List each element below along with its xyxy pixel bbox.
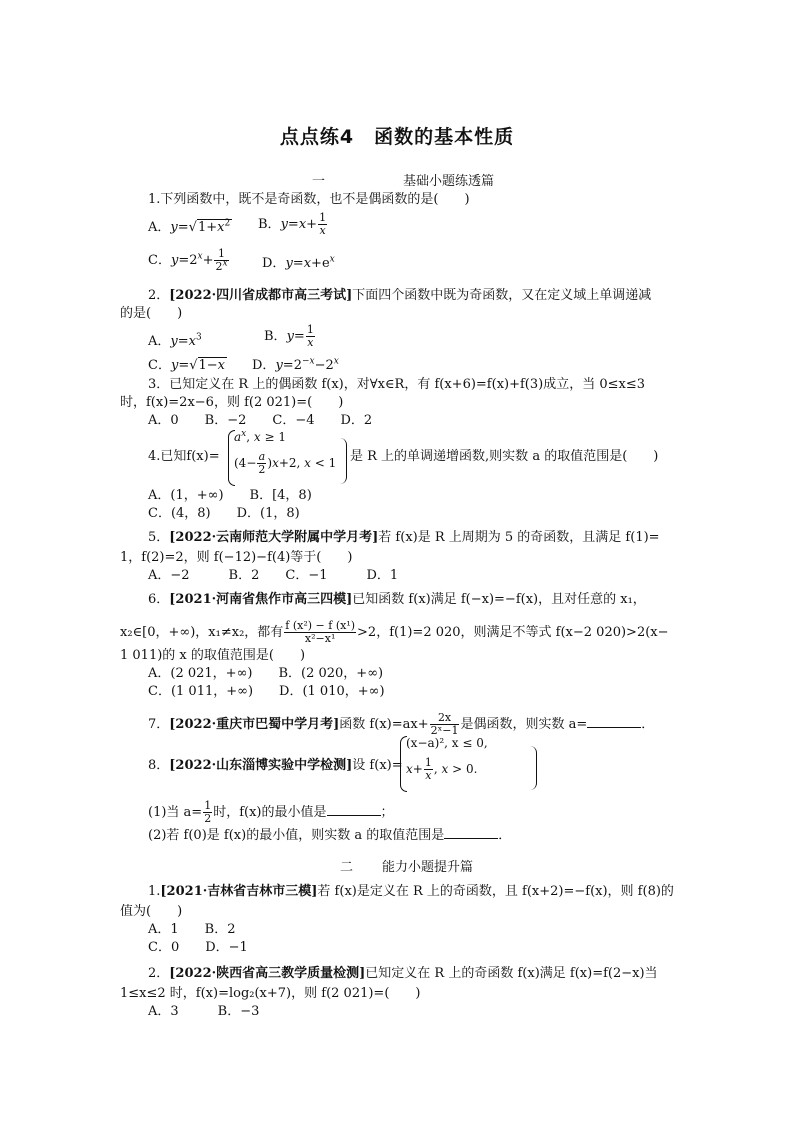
q4-suffix: 是 R 上的单调递增函数,则实数 a 的取值范围是( ) <box>350 449 659 464</box>
q4-prefix: 4.已知f(x)= <box>148 449 220 464</box>
q4-options-cd: C．(4，8) D．(1，8) <box>148 506 300 521</box>
q5-options: A．−2 B．2 C．−1 D．1 <box>148 568 399 583</box>
section-2-number: 二 <box>340 860 354 875</box>
section-1-number: 一 <box>312 174 326 189</box>
q4-brace-right <box>340 438 347 484</box>
q8-part-2-blank[interactable] <box>444 828 498 839</box>
q8-case-1: (x−a)², x ≤ 0, <box>406 736 488 750</box>
q1-stem: 1.下列函数中，既不是奇函数，也不是偶函数的是( ) <box>148 192 470 207</box>
q2-option-d: D．$y=2^{-x}-2^x$ <box>252 356 339 373</box>
q6-options-ab: A．(2 021，+∞) B．(2 020，+∞) <box>148 666 384 681</box>
q1-option-c: C．$y=2^x+$ $\frac{1}{2^x}$ <box>148 247 228 273</box>
q8-part-1: (1)当 a= $\frac{1}{2}$ 时，f(x)的最小值是 ； <box>148 799 394 825</box>
q4-case-1: $a^x$, x ≥ 1 <box>234 429 286 444</box>
q7-answer-blank[interactable] <box>587 717 641 728</box>
q6-stem: 6．[2021·河南省焦作市高三四模]已知函数 f(x)满足 f(−x)=−f(x)，且对任意的 x₁， <box>148 592 646 607</box>
q3-stem-line2: 时，f(x)=2x−6，则 f(2 021)=( ) <box>120 395 344 410</box>
section-1-heading: 基础小题练透篇 <box>403 174 495 189</box>
q2-stem-line2: 的是( ) <box>120 306 183 321</box>
q5-stem-line2: 1，f(2)=2，则 f(−12)−f(4)等于( ) <box>120 550 353 565</box>
s2-q1-stem: 1.[2021·吉林省吉林市三模]若 f(x)是定义在 R 上的奇函数，且 f(x+2)=−f(x)，则 f(8)的 <box>148 884 674 899</box>
q7-stem: 7．[2022·重庆市巴蜀中学月考]函数 f(x)=ax+ $\frac{2x}{\text{2ˣ−1}}$ 是偶函数，则实数 a= ． <box>148 711 655 737</box>
q8-part-2: (2)若 f(0)是 f(x)的最小值，则实数 a 的取值范围是 ． <box>148 828 512 843</box>
q8-brace-right <box>530 746 537 790</box>
q6-stem-line2: x₂∈[0，+∞)，x₁≠x₂，都有 $\frac{\text{f (x²) − f (x¹)}}{\text{x²−x¹}}$ >2，f(1)=2 020，则满足不等式 f(x−2 020)>2(x− <box>120 619 669 645</box>
q3-options: A．0 B．−2 C．−4 D．2 <box>148 413 373 428</box>
q8-part-1-blank[interactable] <box>327 805 381 816</box>
q4-options-ab: A．(1，+∞) B．[4，8) <box>148 488 312 503</box>
q6-stem-line3: 1 011)的 x 的取值范围是( ) <box>120 648 306 663</box>
s2-q2-options: A．3 B．−3 <box>148 1004 260 1019</box>
page-title: 点点练4 函数的基本性质 <box>279 126 515 148</box>
section-2-heading: 能力小题提升篇 <box>382 860 474 875</box>
s2-q1-options-ab: A．1 B．2 <box>148 922 236 937</box>
s2-q2-stem-line2: 1≤x≤2 时，f(x)=log₂(x+7)，则 f(2 021)=( ) <box>120 986 421 1001</box>
q1-option-a: A．$y=√1+x^2$ <box>148 218 231 235</box>
q1-option-b: B．y=x+ $\frac{1}{x}$ <box>258 211 327 237</box>
s2-q1-options-cd: C．0 D．−1 <box>148 940 248 955</box>
q8-stem: 8．[2022·山东淄博实验中学检测]设 f(x)= <box>148 758 403 773</box>
q8-case-2: x+ $\frac{1}{x}$ , x > 0. <box>406 756 478 782</box>
s2-q2-stem: 2．[2022·陕西省高三教学质量检测]已知定义在 R 上的奇函数 f(x)满足 f(x)=f(2−x)当 <box>148 966 658 981</box>
q3-stem: 3．已知定义在 R 上的偶函数 f(x)，对∀x∈R，有 f(x+6)=f(x)+f(3)成立，当 0≤x≤3 <box>148 377 646 392</box>
q2-option-c: C．y=√1−x <box>148 358 226 373</box>
q5-stem: 5．[2022·云南师范大学附属中学月考]若 f(x)是 R 上周期为 5 的奇函数，且满足 f(1)= <box>148 530 660 545</box>
q4-case-2: (4− $\frac{a}{2}$ )x+2, x < 1 <box>234 450 337 476</box>
q6-options-cd: C．(1 011，+∞) D．(1 010，+∞) <box>148 684 385 699</box>
q2-stem: 2．[2022·四川省成都市高三考试]下面四个函数中既为奇函数，又在定义域上单调递减 <box>148 288 652 303</box>
q2-option-a: A．$y=x^3$ <box>148 332 202 349</box>
s2-q1-stem-line2: 值为( ) <box>120 904 183 919</box>
q1-option-d: D．$y=x+e^x$ <box>262 254 335 271</box>
q2-option-b: B．y= $\frac{1}{x}$ <box>264 323 314 349</box>
